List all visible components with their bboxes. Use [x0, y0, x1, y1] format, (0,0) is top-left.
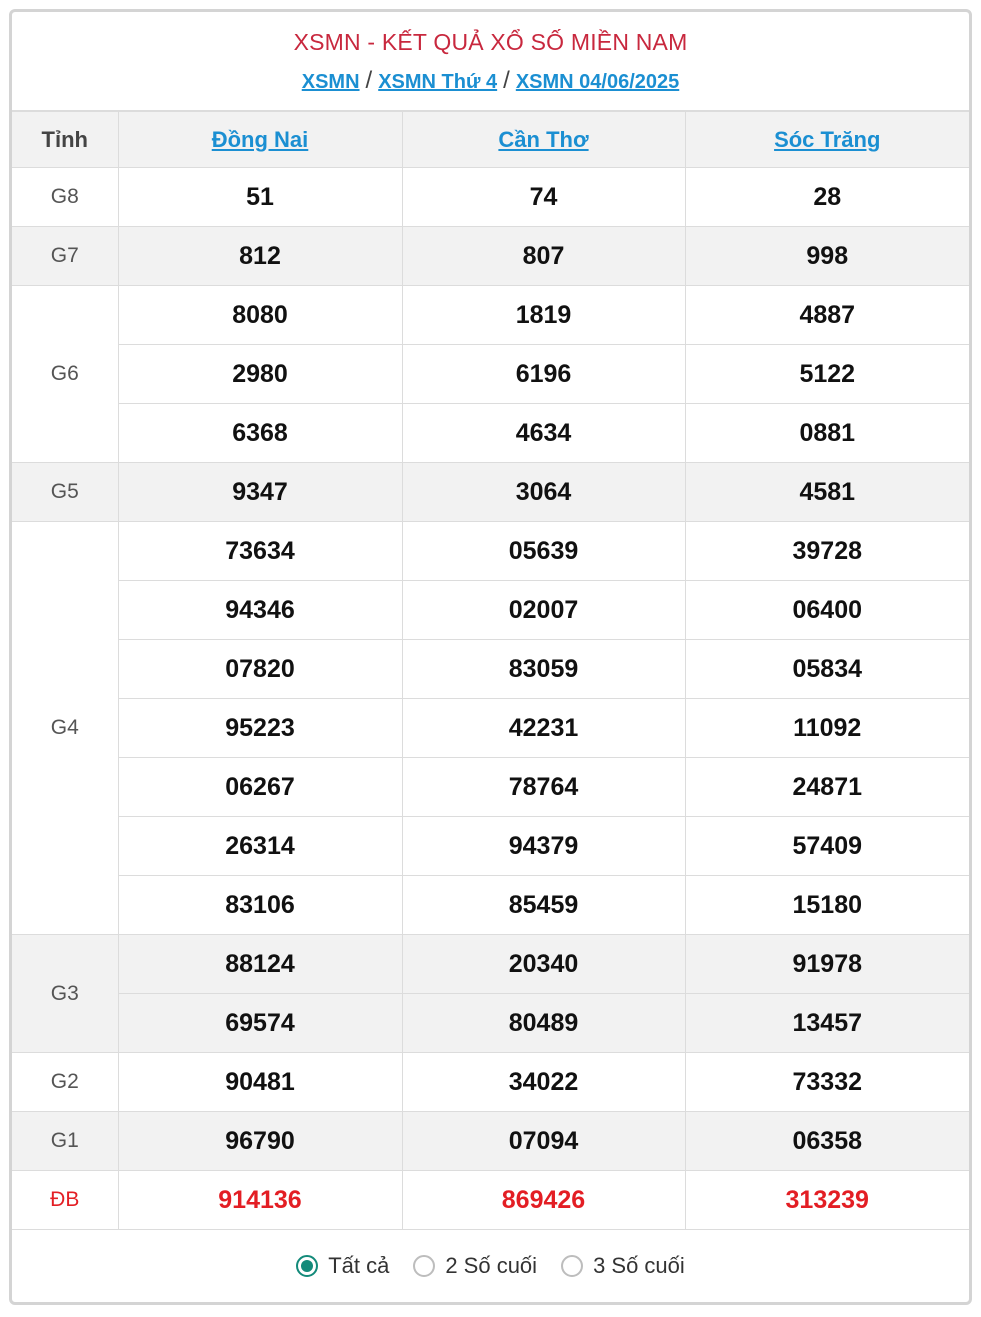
prize-number: 05639	[402, 522, 685, 581]
prize-number: 42231	[402, 699, 685, 758]
results-header	[12, 12, 969, 111]
prize-number: 2980	[118, 345, 402, 404]
prize-number: 4887	[685, 286, 969, 345]
filter-option-label: 3 Số cuối	[593, 1253, 685, 1278]
prize-number: 998	[685, 227, 969, 286]
province-link-soc-trang[interactable]: Sóc Trăng	[774, 126, 881, 152]
table-header-row	[12, 112, 969, 168]
prize-number: 34022	[402, 1053, 685, 1112]
table-row	[12, 345, 969, 404]
filter-option-all[interactable]	[296, 1253, 389, 1279]
prize-number: 83106	[118, 876, 402, 935]
table-row	[12, 640, 969, 699]
radio-unchecked-icon[interactable]	[561, 1255, 583, 1277]
prize-number: 57409	[685, 817, 969, 876]
page-title: XSMN - KẾT QUẢ XỔ SỐ MIỀN NAM	[293, 29, 688, 55]
prize-number: 13457	[685, 994, 969, 1053]
table-row	[12, 1053, 969, 1112]
prize-number: 73332	[685, 1053, 969, 1112]
filter-option-last-3[interactable]	[561, 1253, 685, 1279]
prize-label: G2	[12, 1053, 118, 1112]
prize-label: G7	[12, 227, 118, 286]
prize-number: 90481	[118, 1053, 402, 1112]
prize-number: 95223	[118, 699, 402, 758]
prize-number: 5122	[685, 345, 969, 404]
results-table	[12, 111, 969, 1230]
prize-number: 05834	[685, 640, 969, 699]
special-prize-number: 914136	[118, 1171, 402, 1230]
table-row	[12, 404, 969, 463]
special-prize-number: 869426	[402, 1171, 685, 1230]
table-row	[12, 168, 969, 227]
table-row	[12, 581, 969, 640]
prize-number: 06400	[685, 581, 969, 640]
prize-label: G1	[12, 1112, 118, 1171]
radio-checked-icon[interactable]	[296, 1255, 318, 1277]
prize-number: 807	[402, 227, 685, 286]
prize-number: 8080	[118, 286, 402, 345]
digit-filter	[12, 1230, 969, 1302]
prize-number: 20340	[402, 935, 685, 994]
prize-number: 06267	[118, 758, 402, 817]
prize-number: 11092	[685, 699, 969, 758]
radio-unchecked-icon[interactable]	[413, 1255, 435, 1277]
province-header	[685, 112, 969, 168]
prize-number: 51	[118, 168, 402, 227]
table-row	[12, 227, 969, 286]
table-row	[12, 699, 969, 758]
table-row	[12, 1171, 969, 1230]
prize-number: 3064	[402, 463, 685, 522]
prize-number: 91978	[685, 935, 969, 994]
prize-number: 6196	[402, 345, 685, 404]
prize-number: 812	[118, 227, 402, 286]
results-body	[12, 168, 969, 1230]
prize-number: 07820	[118, 640, 402, 699]
prize-number: 94379	[402, 817, 685, 876]
prize-number: 96790	[118, 1112, 402, 1171]
prize-number: 4634	[402, 404, 685, 463]
prize-number: 15180	[685, 876, 969, 935]
table-row	[12, 1112, 969, 1171]
filter-option-last-2[interactable]	[413, 1253, 537, 1279]
table-row	[12, 286, 969, 345]
prize-number: 1819	[402, 286, 685, 345]
table-row	[12, 994, 969, 1053]
province-header	[402, 112, 685, 168]
results-card	[9, 9, 972, 1305]
prize-number: 0881	[685, 404, 969, 463]
breadcrumb-separator: /	[503, 67, 510, 94]
special-prize-number: 313239	[685, 1171, 969, 1230]
prize-number: 39728	[685, 522, 969, 581]
prize-number: 4581	[685, 463, 969, 522]
table-row	[12, 817, 969, 876]
breadcrumb-link-weekday[interactable]: XSMN Thứ 4	[378, 71, 498, 93]
prize-label: G5	[12, 463, 118, 522]
prize-number: 6368	[118, 404, 402, 463]
prize-number: 28	[685, 168, 969, 227]
prize-number: 69574	[118, 994, 402, 1053]
prize-label: G3	[12, 935, 118, 1053]
prize-number: 78764	[402, 758, 685, 817]
filter-option-label: Tất cả	[328, 1253, 390, 1278]
prize-label: G6	[12, 286, 118, 463]
breadcrumb-separator: /	[365, 67, 373, 94]
prize-number: 24871	[685, 758, 969, 817]
prize-label: G4	[12, 522, 118, 935]
prize-number: 85459	[402, 876, 685, 935]
province-link-can-tho[interactable]: Cần Thơ	[498, 126, 589, 152]
province-header	[118, 112, 402, 168]
breadcrumb-link-xsmn[interactable]: XSMN	[301, 71, 360, 93]
prize-number: 07094	[402, 1112, 685, 1171]
province-column-label: Tỉnh	[12, 112, 118, 168]
prize-number: 83059	[402, 640, 685, 699]
breadcrumb-link-date[interactable]: XSMN 04/06/2025	[515, 71, 680, 93]
province-link-dong-nai[interactable]: Đồng Nai	[211, 126, 309, 152]
prize-number: 26314	[118, 817, 402, 876]
table-row	[12, 463, 969, 522]
prize-number: 73634	[118, 522, 402, 581]
prize-number: 06358	[685, 1112, 969, 1171]
prize-number: 80489	[402, 994, 685, 1053]
prize-number: 94346	[118, 581, 402, 640]
prize-number: 02007	[402, 581, 685, 640]
table-row	[12, 522, 969, 581]
prize-number: 74	[402, 168, 685, 227]
table-row	[12, 935, 969, 994]
prize-label: G8	[12, 168, 118, 227]
table-row	[12, 876, 969, 935]
table-row	[12, 758, 969, 817]
breadcrumb	[12, 68, 969, 95]
filter-option-label: 2 Số cuối	[445, 1253, 538, 1278]
prize-number: 88124	[118, 935, 402, 994]
prize-label: ĐB	[12, 1171, 118, 1230]
prize-number: 9347	[118, 463, 402, 522]
